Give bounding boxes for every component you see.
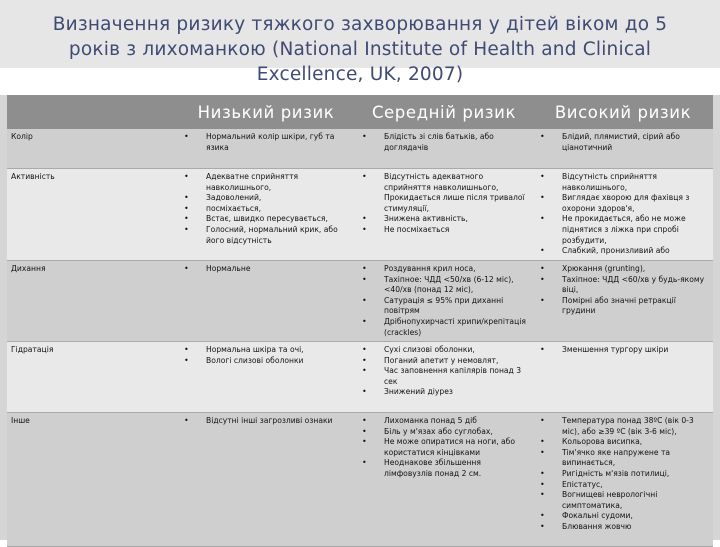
list-item (536, 132, 710, 153)
bullet-icon: • (184, 416, 189, 425)
criteria-text: Встає, швидко пересувається, (206, 214, 328, 224)
criteria-text: Неоднакове збільшення лімфовузлів понад 2 см. (384, 458, 482, 478)
bullet-icon: • (362, 387, 367, 397)
bullet-icon: • (540, 274, 545, 284)
criteria-text: Знижений діурез (384, 387, 453, 397)
criteria-text: Голосний, нормальний крик, або його відсутність (206, 224, 338, 245)
list-item (358, 264, 530, 275)
criteria-text: Ригідність м'язів потилиці, (562, 468, 670, 478)
row-label: Гідратація (7, 342, 177, 413)
header-high-risk: Високий ризик (533, 95, 713, 129)
header-low-risk: Низький ризик (177, 95, 355, 129)
row-label: Дихання (7, 261, 177, 342)
list-item (358, 275, 530, 296)
row-label: Інше (7, 413, 177, 547)
table-row (7, 261, 713, 342)
cell-low-risk (177, 413, 355, 547)
table-header-row (7, 95, 713, 129)
criteria-text: Помірні або значні ретракції грудини (562, 295, 676, 316)
cell-high-risk (533, 169, 713, 261)
criteria-list (536, 172, 710, 257)
bullet-icon: • (184, 172, 189, 181)
list-item (180, 214, 352, 225)
criteria-text: Нормальний колір шкіри, губ та язика (206, 132, 335, 152)
bullet-icon: • (362, 366, 367, 376)
list-item (358, 132, 530, 153)
bullet-icon: • (362, 316, 367, 326)
row-label: Колір (7, 129, 177, 169)
criteria-text: Дрібнопухирчасті хрипи/крепітація (crackles) (384, 316, 526, 337)
left-side-strip (0, 95, 7, 540)
list-item (358, 317, 530, 338)
list-item (536, 522, 710, 533)
cell-low-risk (177, 169, 355, 261)
criteria-text: Сухі слизові оболонки, (384, 345, 475, 354)
bullet-icon: • (540, 511, 545, 521)
criteria-text: Знижена активність, (384, 214, 468, 224)
cell-medium-risk (355, 129, 533, 169)
bullet-icon: • (540, 479, 545, 489)
bullet-icon: • (362, 132, 367, 141)
bullet-icon: • (362, 295, 367, 305)
cell-medium-risk (355, 342, 533, 413)
criteria-text: Нормальна шкіра та очі, (206, 345, 304, 354)
bullet-icon: • (540, 295, 545, 305)
list-item (180, 345, 352, 356)
cell-high-risk (533, 342, 713, 413)
list-item (180, 132, 352, 153)
bullet-icon: • (184, 193, 189, 203)
cell-medium-risk (355, 261, 533, 342)
header-medium-risk: Середній ризик (355, 95, 533, 129)
list-item (358, 458, 530, 479)
right-side-strip (713, 95, 720, 540)
criteria-list (180, 132, 352, 153)
bullet-icon: • (362, 345, 367, 354)
bullet-icon: • (540, 345, 545, 354)
list-item (180, 204, 352, 215)
list-item (180, 193, 352, 204)
criteria-text: Не прокидається, або не може піднятися з ліжка при спробі розбудити, (562, 214, 686, 245)
criteria-text: Епістатус, (562, 479, 603, 489)
bullet-icon: • (540, 437, 545, 447)
criteria-text: Блювання жовчю (562, 521, 632, 531)
list-item (358, 437, 530, 458)
list-item (358, 387, 530, 398)
bullet-icon: • (540, 416, 545, 425)
list-item (536, 172, 710, 193)
criteria-text: Температура понад 38ºС (вік 0-3 міс), або ≥39 ºС (вік 3-6 міс), (562, 416, 694, 436)
list-item (358, 345, 530, 356)
list-item (358, 366, 530, 387)
bullet-icon: • (362, 355, 367, 365)
criteria-text: Тім'ячко яке напружене та випинається, (562, 447, 671, 468)
criteria-list (180, 345, 352, 366)
criteria-text: Відсутні інші загрозливі ознаки (206, 416, 333, 425)
criteria-text: посміхається, (206, 203, 261, 213)
table-row (7, 342, 713, 413)
list-item (180, 416, 352, 427)
list-item (536, 246, 710, 257)
list-item (358, 214, 530, 225)
list-item (358, 296, 530, 317)
list-item (180, 225, 352, 246)
criteria-list (536, 264, 710, 317)
table-row (7, 169, 713, 261)
criteria-text: Сатурація ≤ 95% при диханні повітрям (384, 295, 504, 316)
slide-title (0, 12, 720, 87)
criteria-list (536, 345, 710, 356)
criteria-list (536, 416, 710, 533)
criteria-text: Вологі слизові оболонки (206, 355, 304, 365)
bullet-icon: • (184, 355, 189, 365)
bullet-icon: • (540, 468, 545, 478)
bullet-icon: • (362, 264, 367, 273)
criteria-text: Задоволений, (206, 193, 262, 203)
list-item (536, 437, 710, 448)
criteria-text: Відсутність адекватного сприйняття навколишнього, Прокидається лише після тривалої стимуляції, (384, 172, 525, 213)
bullet-icon: • (184, 132, 189, 141)
cell-medium-risk (355, 169, 533, 261)
criteria-list (358, 345, 530, 398)
bullet-icon: • (362, 224, 367, 234)
list-item (536, 469, 710, 480)
criteria-text: Не може опиратися на ноги, або користатися кінцівками (384, 437, 516, 457)
row-label: Активність (7, 169, 177, 261)
list-item (358, 225, 530, 236)
list-item (536, 193, 710, 214)
title-line-3: Excellence, UK, 2007) (256, 64, 464, 85)
bullet-icon: • (362, 458, 367, 468)
list-item (358, 416, 530, 427)
list-item (536, 345, 710, 356)
bullet-icon: • (362, 437, 367, 447)
bullet-icon: • (362, 172, 367, 181)
table-row (7, 413, 713, 547)
criteria-text: Нормальне (206, 264, 251, 273)
bullet-icon: • (362, 274, 367, 284)
cell-low-risk (177, 261, 355, 342)
list-item (536, 214, 710, 246)
bullet-icon: • (540, 447, 545, 457)
criteria-list (536, 132, 710, 153)
cell-low-risk (177, 129, 355, 169)
bullet-icon: • (184, 214, 189, 224)
list-item (536, 448, 710, 469)
criteria-text: Біль у м'язах або суглобах, (384, 426, 493, 436)
criteria-text: Лихоманка понад 5 діб (384, 416, 477, 425)
list-item (536, 296, 710, 317)
list-item (536, 264, 710, 275)
risk-table (7, 95, 713, 547)
bullet-icon: • (362, 416, 367, 425)
criteria-text: Зменшення тургору шкіри (562, 345, 669, 354)
bullet-icon: • (362, 214, 367, 224)
criteria-text: Не посміхається (384, 224, 450, 234)
list-item (358, 356, 530, 367)
cell-low-risk (177, 342, 355, 413)
bullet-icon: • (184, 345, 189, 354)
criteria-text: Час заповнення капілярів понад 3 сек (384, 366, 522, 386)
criteria-text: Відсутність сприйняття навколишнього, (562, 172, 658, 192)
bullet-icon: • (540, 246, 545, 256)
list-item (536, 511, 710, 522)
list-item (536, 490, 710, 511)
title-line-1: Визначення ризику тяжкого захворювання у дітей віком до 5 (52, 14, 668, 35)
bullet-icon: • (540, 214, 545, 224)
criteria-text: Адекватне сприйняття навколишнього, (206, 172, 299, 192)
bullet-icon: • (540, 132, 545, 141)
cell-high-risk (533, 129, 713, 169)
criteria-list (358, 264, 530, 338)
header-empty (7, 95, 177, 129)
table-row (7, 129, 713, 169)
criteria-text: Вогнищеві неврологічні симптоматика, (562, 490, 658, 510)
bullet-icon: • (540, 193, 545, 203)
criteria-text: Виглядає хворою для фахівця з охорони здоров'я, (562, 193, 690, 213)
bullet-icon: • (362, 426, 367, 436)
criteria-text: Фокальні судоми, (562, 511, 633, 521)
bullet-icon: • (184, 264, 189, 273)
criteria-text: Блідий, плямистий, сірий або ціанотичний (562, 132, 680, 152)
bullet-icon: • (540, 490, 545, 500)
criteria-text: Хрюкання (grunting), (562, 264, 646, 273)
cell-high-risk (533, 413, 713, 547)
bullet-icon: • (184, 203, 189, 213)
criteria-list (180, 172, 352, 246)
criteria-text: Кольорова висипка, (562, 437, 643, 447)
list-item (358, 427, 530, 438)
title-line-2: років з лихоманкою (National Institute of Health and Clinical (68, 39, 652, 60)
list-item (358, 172, 530, 214)
list-item (180, 356, 352, 367)
criteria-text: Тахіпное: ЧДД <50/хв (6-12 міс), <40/хв (понад 12 міс), (384, 274, 514, 295)
criteria-list (358, 132, 530, 153)
bullet-icon: • (540, 264, 545, 273)
bullet-icon: • (184, 224, 189, 234)
criteria-list (358, 416, 530, 480)
list-item (180, 264, 352, 275)
list-item (180, 172, 352, 193)
criteria-list (358, 172, 530, 236)
criteria-text: Блідість зі слів батьків, або доглядачів (384, 132, 494, 152)
bullet-icon: • (540, 521, 545, 531)
criteria-text: Поганий апетит у немовлят, (384, 355, 499, 365)
list-item (536, 416, 710, 437)
bullet-icon: • (540, 172, 545, 181)
list-item (536, 480, 710, 491)
criteria-text: Тахіпное: ЧДД <60/хв у будь-якому віці, (562, 274, 705, 295)
criteria-text: Слабкий, пронизливий або (562, 246, 670, 256)
list-item (536, 275, 710, 296)
cell-medium-risk (355, 413, 533, 547)
criteria-list (180, 264, 352, 275)
criteria-list (180, 416, 352, 427)
cell-high-risk (533, 261, 713, 342)
criteria-text: Роздування крил носа, (384, 264, 476, 273)
